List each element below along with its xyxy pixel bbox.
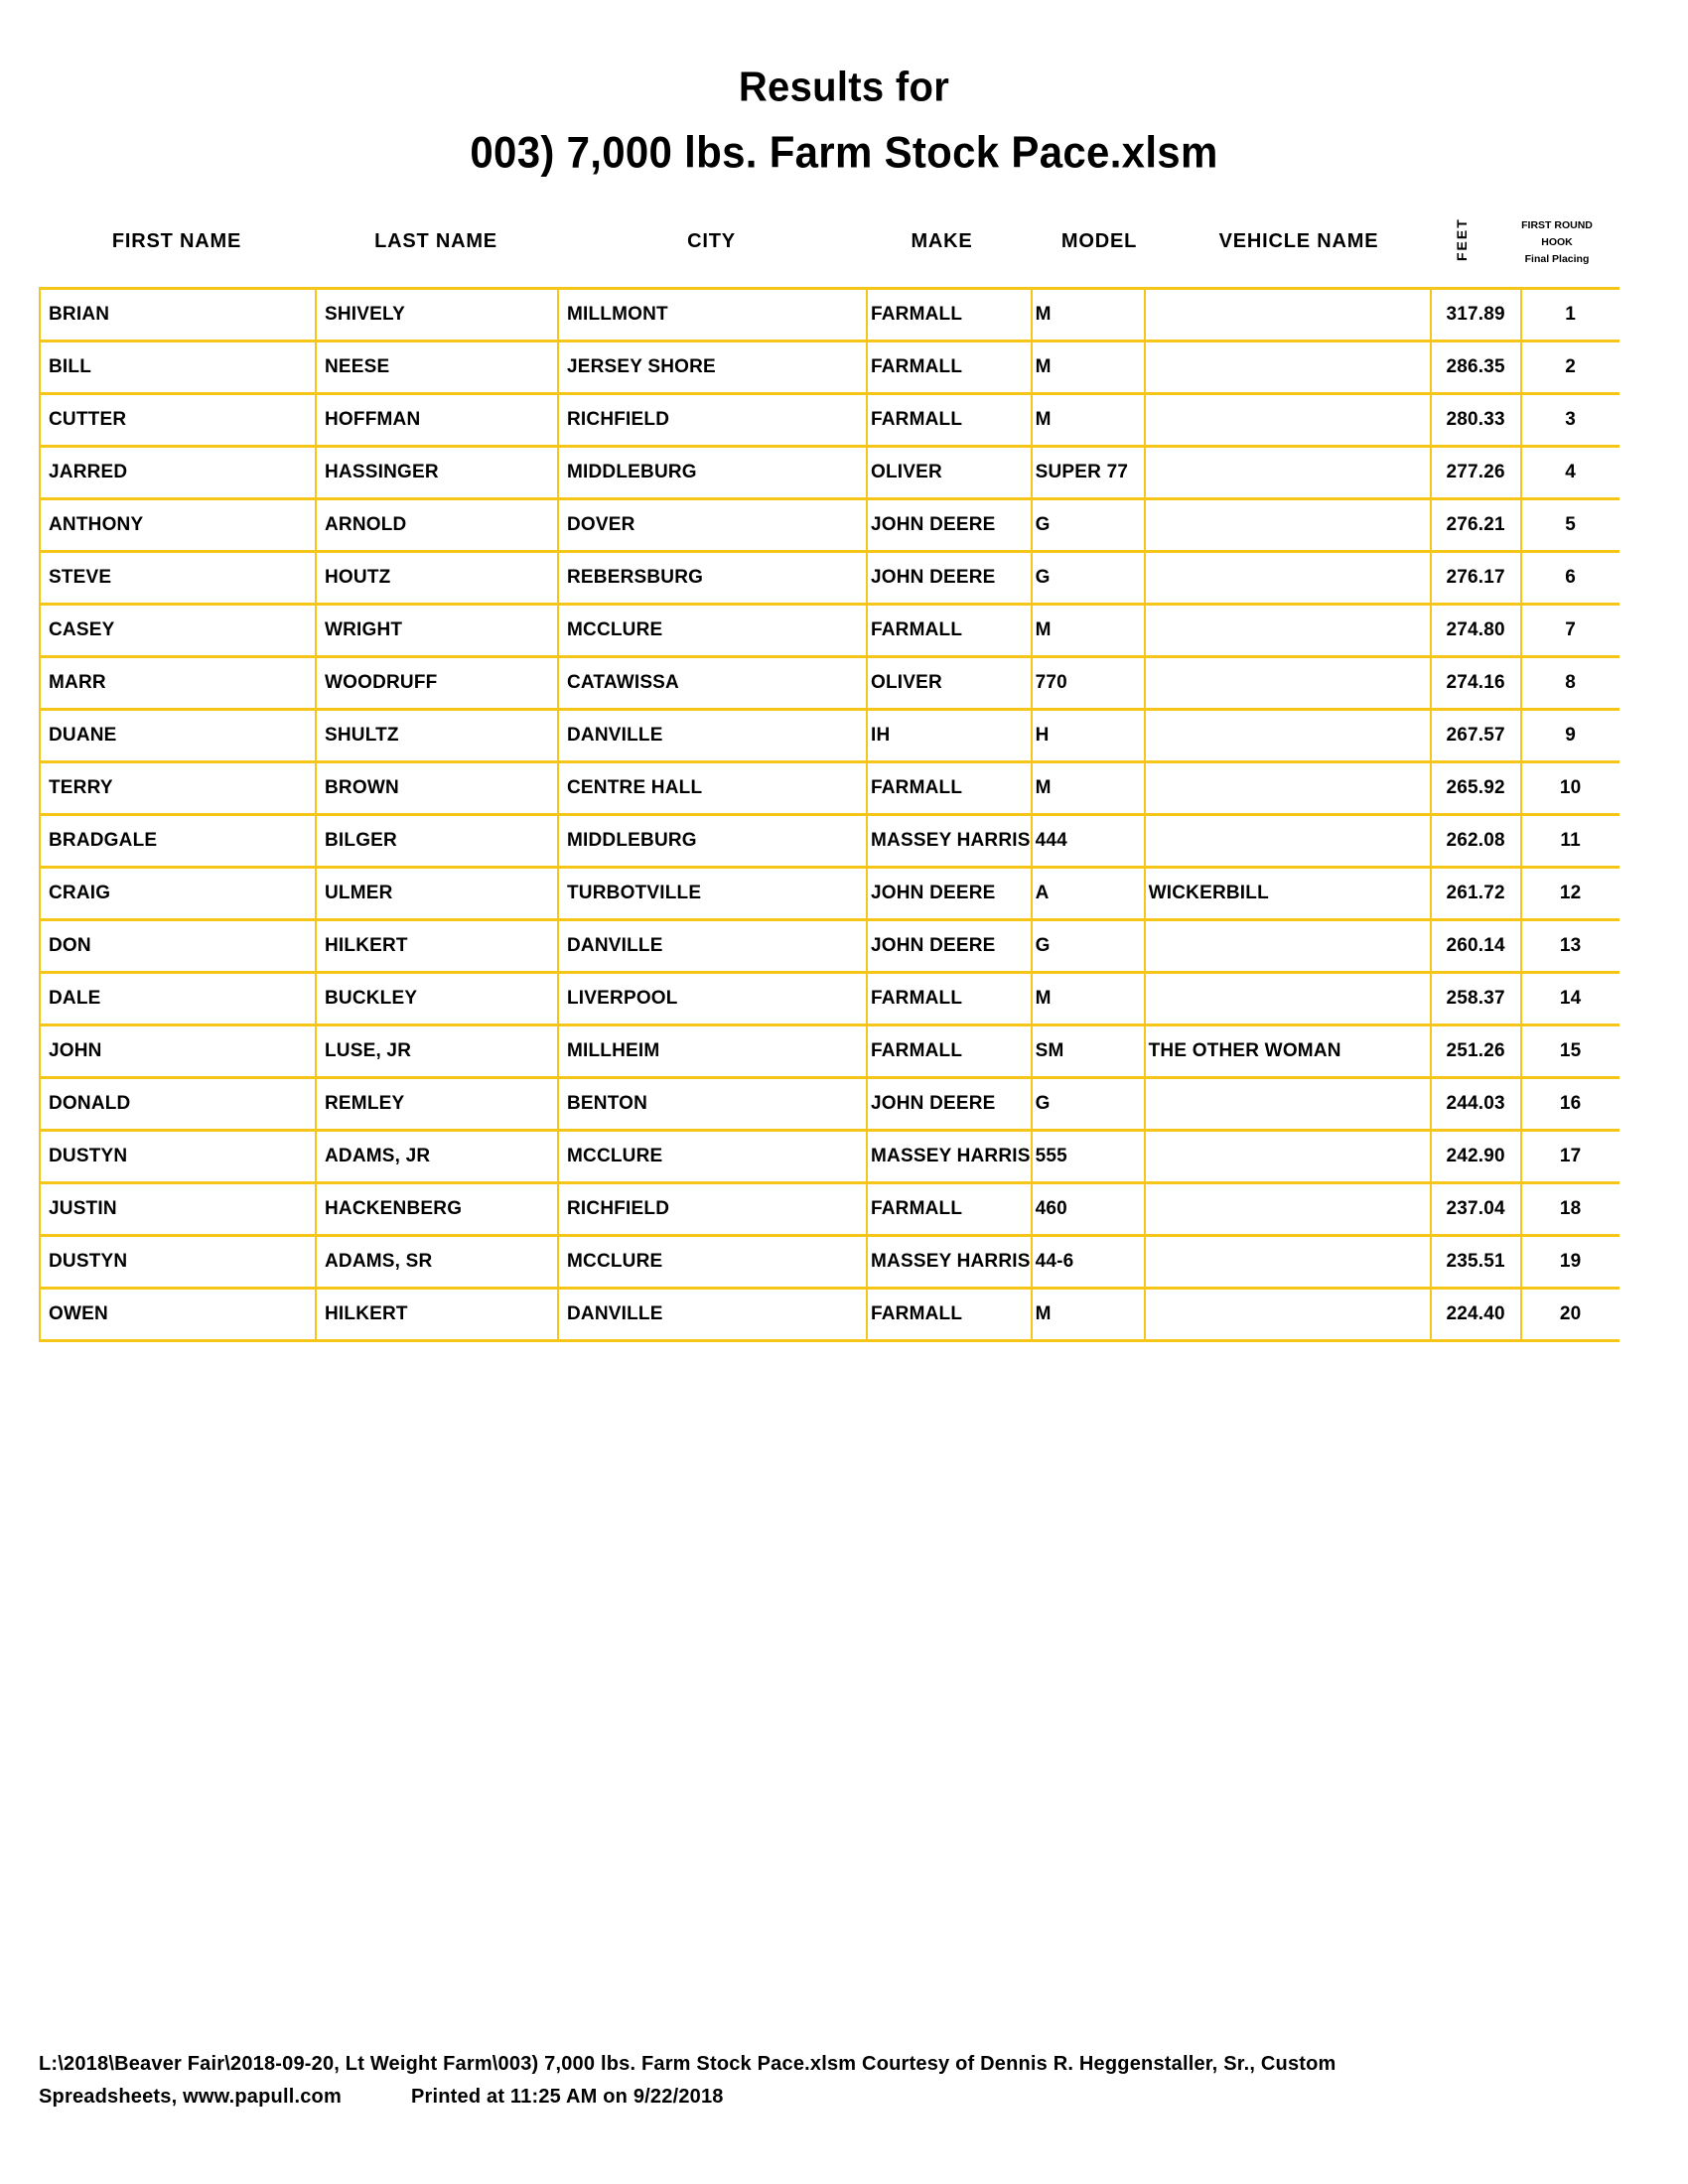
cell-make: FARMALL — [867, 341, 1032, 394]
cell-city: MILLHEIM — [558, 1025, 867, 1078]
cell-last-name: NEESE — [316, 341, 558, 394]
cell-model: M — [1032, 289, 1145, 341]
cell-model: G — [1032, 920, 1145, 973]
cell-feet: 286.35 — [1431, 341, 1521, 394]
cell-final-placing: 13 — [1521, 920, 1619, 973]
table-row — [40, 973, 1619, 1025]
cell-city: CATAWISSA — [558, 657, 867, 710]
cell-final-placing: 19 — [1521, 1236, 1619, 1289]
cell-final-placing: 6 — [1521, 552, 1619, 605]
table-row — [40, 815, 1619, 868]
cell-final-placing: 10 — [1521, 762, 1619, 815]
cell-vehicle-name — [1145, 973, 1431, 1025]
cell-vehicle-name — [1145, 1289, 1431, 1341]
cell-first-name: ANTHONY — [40, 499, 316, 552]
cell-make: FARMALL — [867, 394, 1032, 447]
cell-last-name: BILGER — [316, 815, 558, 868]
table-row — [40, 1236, 1619, 1289]
cell-city: MCCLURE — [558, 1236, 867, 1289]
cell-model: 44-6 — [1032, 1236, 1145, 1289]
cell-final-placing: 3 — [1521, 394, 1619, 447]
cell-city: CENTRE HALL — [558, 762, 867, 815]
header-final-placing — [1507, 217, 1607, 268]
table-row — [40, 552, 1619, 605]
header-first-name: FIRST NAME — [111, 230, 242, 252]
cell-final-placing: 11 — [1521, 815, 1619, 868]
header-placing-line2: HOOK — [1541, 236, 1573, 248]
cell-model: 444 — [1032, 815, 1145, 868]
cell-vehicle-name — [1145, 447, 1431, 499]
cell-feet: 237.04 — [1431, 1183, 1521, 1236]
cell-final-placing: 16 — [1521, 1078, 1619, 1131]
cell-first-name: JOHN — [40, 1025, 316, 1078]
cell-make: FARMALL — [867, 973, 1032, 1025]
cell-final-placing: 15 — [1521, 1025, 1619, 1078]
cell-make: JOHN DEERE — [867, 552, 1032, 605]
table-row — [40, 1131, 1619, 1183]
table-row — [40, 868, 1619, 920]
cell-city: JERSEY SHORE — [558, 341, 867, 394]
cell-vehicle-name — [1145, 762, 1431, 815]
cell-feet: 274.80 — [1431, 605, 1521, 657]
cell-feet: 235.51 — [1431, 1236, 1521, 1289]
cell-feet: 317.89 — [1431, 289, 1521, 341]
header-model: MODEL — [1060, 230, 1138, 252]
cell-first-name: DONALD — [40, 1078, 316, 1131]
cell-vehicle-name — [1145, 1131, 1431, 1183]
cell-final-placing: 20 — [1521, 1289, 1619, 1341]
cell-model: M — [1032, 605, 1145, 657]
header-placing-line1: FIRST ROUND — [1521, 219, 1593, 231]
cell-city: MIDDLEBURG — [558, 815, 867, 868]
cell-last-name: ARNOLD — [316, 499, 558, 552]
cell-first-name: BRADGALE — [40, 815, 316, 868]
results-table — [39, 287, 1619, 1342]
cell-feet: 244.03 — [1431, 1078, 1521, 1131]
cell-final-placing: 7 — [1521, 605, 1619, 657]
footer-line2 — [39, 2081, 1627, 2114]
cell-city: MIDDLEBURG — [558, 447, 867, 499]
cell-first-name: DON — [40, 920, 316, 973]
cell-feet: 242.90 — [1431, 1131, 1521, 1183]
cell-last-name: WRIGHT — [316, 605, 558, 657]
cell-make: FARMALL — [867, 762, 1032, 815]
cell-final-placing: 17 — [1521, 1131, 1619, 1183]
cell-model: 555 — [1032, 1131, 1145, 1183]
cell-last-name: BUCKLEY — [316, 973, 558, 1025]
cell-last-name: HOFFMAN — [316, 394, 558, 447]
cell-vehicle-name — [1145, 605, 1431, 657]
cell-first-name: DUANE — [40, 710, 316, 762]
cell-make: FARMALL — [867, 605, 1032, 657]
cell-vehicle-name: THE OTHER WOMAN — [1145, 1025, 1431, 1078]
cell-vehicle-name — [1145, 1078, 1431, 1131]
cell-vehicle-name — [1145, 1183, 1431, 1236]
cell-make: OLIVER — [867, 657, 1032, 710]
cell-vehicle-name — [1145, 815, 1431, 868]
table-row — [40, 710, 1619, 762]
cell-make: MASSEY HARRIS — [867, 1131, 1032, 1183]
cell-vehicle-name — [1145, 552, 1431, 605]
cell-make: FARMALL — [867, 1289, 1032, 1341]
cell-feet: 260.14 — [1431, 920, 1521, 973]
cell-last-name: SHULTZ — [316, 710, 558, 762]
cell-make: MASSEY HARRIS — [867, 1236, 1032, 1289]
cell-final-placing: 14 — [1521, 973, 1619, 1025]
cell-last-name: WOODRUFF — [316, 657, 558, 710]
table-row — [40, 920, 1619, 973]
table-row — [40, 1289, 1619, 1341]
cell-make: IH — [867, 710, 1032, 762]
cell-model: G — [1032, 552, 1145, 605]
cell-feet: 280.33 — [1431, 394, 1521, 447]
cell-city: BENTON — [558, 1078, 867, 1131]
cell-make: FARMALL — [867, 289, 1032, 341]
cell-final-placing: 5 — [1521, 499, 1619, 552]
header-city: CITY — [687, 230, 736, 252]
table-row — [40, 657, 1619, 710]
cell-city: DANVILLE — [558, 920, 867, 973]
cell-last-name: HILKERT — [316, 920, 558, 973]
cell-final-placing: 12 — [1521, 868, 1619, 920]
header-placing-line3: Final Placing — [1524, 253, 1590, 265]
cell-final-placing: 8 — [1521, 657, 1619, 710]
cell-feet: 224.40 — [1431, 1289, 1521, 1341]
footer-website: Spreadsheets, www.papull.com — [39, 2086, 342, 2108]
cell-first-name: OWEN — [40, 1289, 316, 1341]
cell-city: LIVERPOOL — [558, 973, 867, 1025]
cell-final-placing: 9 — [1521, 710, 1619, 762]
cell-final-placing: 1 — [1521, 289, 1619, 341]
cell-vehicle-name — [1145, 920, 1431, 973]
cell-feet: 277.26 — [1431, 447, 1521, 499]
cell-last-name: HACKENBERG — [316, 1183, 558, 1236]
cell-last-name: REMLEY — [316, 1078, 558, 1131]
cell-feet: 265.92 — [1431, 762, 1521, 815]
cell-feet: 261.72 — [1431, 868, 1521, 920]
cell-first-name: CRAIG — [40, 868, 316, 920]
cell-model: G — [1032, 1078, 1145, 1131]
cell-feet: 262.08 — [1431, 815, 1521, 868]
cell-feet: 274.16 — [1431, 657, 1521, 710]
cell-make: OLIVER — [867, 447, 1032, 499]
cell-city: DANVILLE — [558, 1289, 867, 1341]
cell-last-name: ULMER — [316, 868, 558, 920]
cell-first-name: BILL — [40, 341, 316, 394]
cell-city: RICHFIELD — [558, 1183, 867, 1236]
cell-model: SUPER 77 — [1032, 447, 1145, 499]
cell-first-name: CASEY — [40, 605, 316, 657]
cell-make: JOHN DEERE — [867, 920, 1032, 973]
cell-make: JOHN DEERE — [867, 868, 1032, 920]
cell-vehicle-name — [1145, 710, 1431, 762]
table-row — [40, 447, 1619, 499]
cell-first-name: DUSTYN — [40, 1131, 316, 1183]
cell-vehicle-name: WICKERBILL — [1145, 868, 1431, 920]
cell-make: FARMALL — [867, 1183, 1032, 1236]
cell-first-name: STEVE — [40, 552, 316, 605]
table-row — [40, 762, 1619, 815]
cell-vehicle-name — [1145, 499, 1431, 552]
cell-last-name: HASSINGER — [316, 447, 558, 499]
cell-model: M — [1032, 394, 1145, 447]
cell-vehicle-name — [1145, 394, 1431, 447]
cell-last-name: SHIVELY — [316, 289, 558, 341]
cell-first-name: JARRED — [40, 447, 316, 499]
cell-model: M — [1032, 973, 1145, 1025]
table-row — [40, 605, 1619, 657]
cell-first-name: JUSTIN — [40, 1183, 316, 1236]
page-subtitle-filename: 003) 7,000 lbs. Farm Stock Pace.xlsm — [470, 127, 1218, 178]
table-row — [40, 499, 1619, 552]
cell-last-name: ADAMS, JR — [316, 1131, 558, 1183]
page-title: Results for — [738, 64, 950, 111]
cell-vehicle-name — [1145, 341, 1431, 394]
cell-feet: 267.57 — [1431, 710, 1521, 762]
header-make: MAKE — [911, 230, 973, 252]
cell-make: MASSEY HARRIS — [867, 815, 1032, 868]
cell-model: M — [1032, 762, 1145, 815]
cell-model: H — [1032, 710, 1145, 762]
cell-vehicle-name — [1145, 1236, 1431, 1289]
cell-city: MILLMONT — [558, 289, 867, 341]
cell-last-name: HOUTZ — [316, 552, 558, 605]
header-feet: FEET — [1454, 217, 1470, 261]
cell-first-name: CUTTER — [40, 394, 316, 447]
cell-city: TURBOTVILLE — [558, 868, 867, 920]
results-body — [40, 289, 1619, 1341]
header-last-name: LAST NAME — [374, 230, 497, 252]
cell-first-name: MARR — [40, 657, 316, 710]
cell-feet: 258.37 — [1431, 973, 1521, 1025]
cell-last-name: LUSE, JR — [316, 1025, 558, 1078]
cell-vehicle-name — [1145, 289, 1431, 341]
table-row — [40, 341, 1619, 394]
cell-make: FARMALL — [867, 1025, 1032, 1078]
cell-model: 460 — [1032, 1183, 1145, 1236]
cell-last-name: BROWN — [316, 762, 558, 815]
cell-city: DOVER — [558, 499, 867, 552]
cell-city: MCCLURE — [558, 1131, 867, 1183]
cell-make: JOHN DEERE — [867, 499, 1032, 552]
cell-model: M — [1032, 1289, 1145, 1341]
cell-city: MCCLURE — [558, 605, 867, 657]
cell-first-name: DUSTYN — [40, 1236, 316, 1289]
cell-model: SM — [1032, 1025, 1145, 1078]
header-vehicle-name: VEHICLE NAME — [1218, 230, 1379, 252]
cell-city: RICHFIELD — [558, 394, 867, 447]
table-row — [40, 1025, 1619, 1078]
table-row — [40, 289, 1619, 341]
table-row — [40, 394, 1619, 447]
cell-last-name: HILKERT — [316, 1289, 558, 1341]
table-row — [40, 1078, 1619, 1131]
cell-first-name: BRIAN — [40, 289, 316, 341]
table-row — [40, 1183, 1619, 1236]
cell-final-placing: 18 — [1521, 1183, 1619, 1236]
cell-first-name: DALE — [40, 973, 316, 1025]
cell-final-placing: 2 — [1521, 341, 1619, 394]
footer-file-path-courtesy: L:\2018\Beaver Fair\2018-09-20, Lt Weight Farm\003) 7,000 lbs. Farm Stock Pace.xlsm Courtesy of Dennis R. Heggenstaller, Sr., Custom — [39, 2053, 1336, 2075]
cell-model: A — [1032, 868, 1145, 920]
cell-feet: 276.17 — [1431, 552, 1521, 605]
cell-city: DANVILLE — [558, 710, 867, 762]
cell-model: M — [1032, 341, 1145, 394]
cell-vehicle-name — [1145, 657, 1431, 710]
cell-last-name: ADAMS, SR — [316, 1236, 558, 1289]
cell-feet: 251.26 — [1431, 1025, 1521, 1078]
footer-printed-timestamp: Printed at 11:25 AM on 9/22/2018 — [410, 2086, 724, 2108]
cell-city: REBERSBURG — [558, 552, 867, 605]
cell-final-placing: 4 — [1521, 447, 1619, 499]
cell-model: 770 — [1032, 657, 1145, 710]
cell-first-name: TERRY — [40, 762, 316, 815]
cell-feet: 276.21 — [1431, 499, 1521, 552]
cell-make: JOHN DEERE — [867, 1078, 1032, 1131]
cell-model: G — [1032, 499, 1145, 552]
footer — [39, 2048, 1627, 2114]
